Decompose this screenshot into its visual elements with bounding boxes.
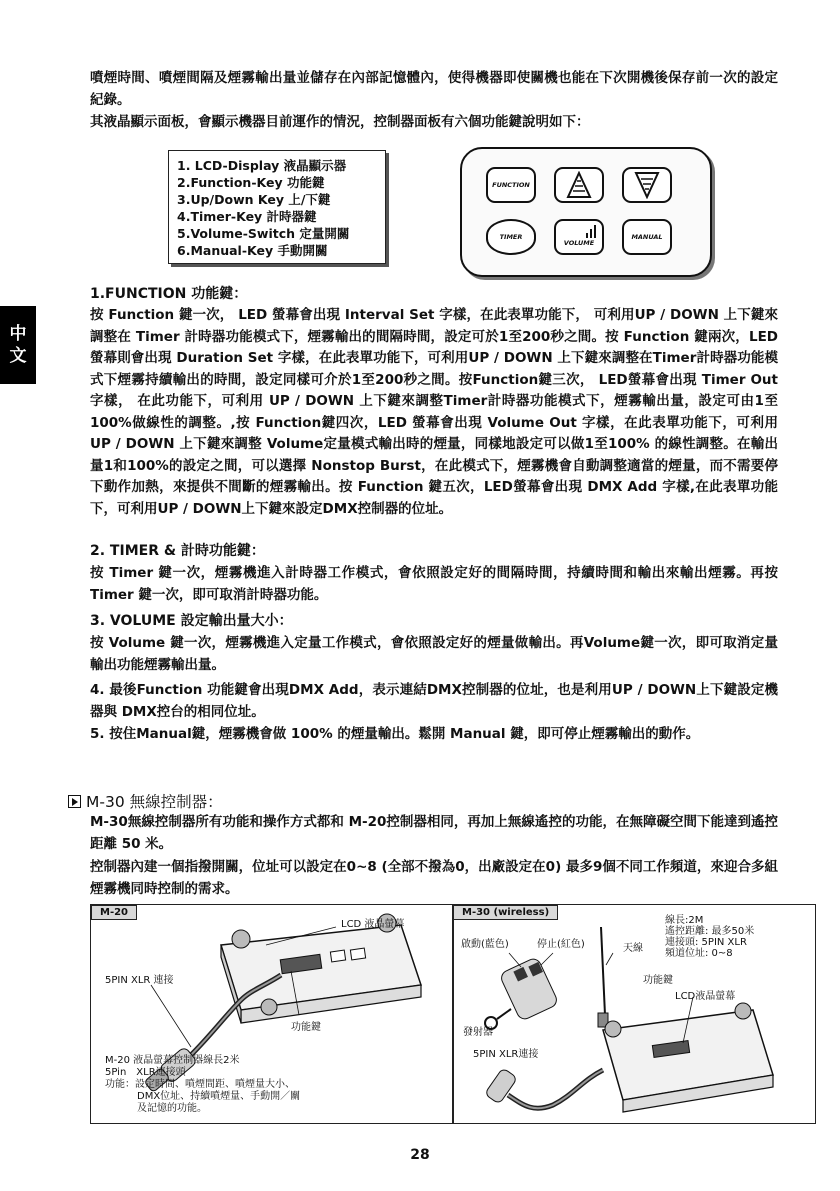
- down-key: [622, 167, 672, 203]
- m30-controller-drawing: [453, 905, 815, 1123]
- m30-spec-channel: 頻道位址: 0~8: [665, 948, 733, 959]
- section-1-body: 按 Function 鍵一次， LED 螢幕會出現 Interval Set 字樣，在此表單功能下， 可利用UP / DOWN 上下鍵來調整在 Timer 計時器功能模式下，煙霧輸出的間隔時間，設定可於1至200秒之間。按 Function 鍵兩次，LED 螢幕則會出現 Duration Set 字樣，在此表單功能下，可利用UP / DOWN 上下鍵來調整在Timer計時器功能模式下煙霧持續輸出的時間，設定同樣可介於1至200秒之間。按Function鍵三次， LED螢幕會出現 Timer Out 字樣， 在此功能下，可利用 UP / DOWN 上下鍵來調整Timer計時器功能模式下，煙霧輸出量，設定可由1至100%做線性的調整。,按 Function鍵四次，LED 螢幕會出現 Volume Out 字樣，在此表單功能下，可利用 UP / DOWN 上下鍵來調整 Volume定量模式輸出時的煙量，同樣地設定可以做1至100% 的線性調整。在輸出量1和100%的設定之間，可以選擇 Nonstop Burst，在此模式下，煙霧機會自動調整適當的煙量，而不需要停下動作加熱，來提供不間斷的煙霧輸出。按 Function 鍵五次，LED螢幕會出現 DMX Add 字樣,在此表單功能下，可利用UP / DOWN上下鍵來設定DMX控制器的位址。: [90, 307, 778, 517]
- m20-xlr-label: 5PIN XLR 連接: [105, 975, 174, 986]
- manual-key: [622, 219, 672, 255]
- m30-antenna-label: 天線: [623, 943, 643, 954]
- legend-item: 4.Timer-Key 計時器鍵: [177, 209, 317, 224]
- m20-function-key-label: 功能鍵: [291, 1022, 321, 1033]
- m20-note-5: 及記憶的功能。: [137, 1103, 207, 1114]
- legend-item: 2.Function-Key 功能鍵: [177, 175, 325, 190]
- function-key-label: FUNCTION: [492, 181, 530, 189]
- m30-spec-range: 遙控距離: 最多50米: [665, 926, 755, 937]
- m30-start-label: 啟動(藍色): [461, 939, 509, 950]
- timer-key: [486, 219, 536, 255]
- intro-paragraph-1: 噴煙時間、噴煙間隔及煙霧輸出量並儲存在內部記憶體內，使得機器即使關機也能在下次開機後保存前一次的設定紀錄。: [90, 70, 778, 108]
- side-tab-char-1: 中: [9, 324, 27, 344]
- up-key: [554, 167, 604, 203]
- legend-item: 1. LCD-Display 液晶顯示器: [177, 158, 347, 173]
- m30-figure-tag: M-30 (wireless): [453, 905, 558, 920]
- m20-note-3: 功能：設定時間、噴煙間距、噴煙量大小、: [105, 1079, 295, 1090]
- volume-key-label: VOLUME: [563, 239, 595, 247]
- down-arrow-icon: [634, 171, 660, 199]
- volume-bars-icon: [586, 224, 596, 238]
- m20-note-1: M-20 液晶螢幕控制器線長2米: [105, 1055, 240, 1066]
- control-panel-illustration: [460, 147, 712, 277]
- manual-key-label: MANUAL: [631, 233, 663, 241]
- m30-transmitter-label: 發射器: [463, 1027, 493, 1038]
- m30-spec-connector: 連接頭: 5PIN XLR: [665, 937, 747, 948]
- page-number: 28: [410, 1147, 430, 1163]
- section-1-title: 1.FUNCTION 功能鍵：: [90, 286, 248, 302]
- m30-figure: [452, 904, 816, 1124]
- section-2-title: 2. TIMER & 計時功能鍵：: [90, 543, 265, 559]
- section-5-body: 5. 按住Manual鍵，煙霧機會做 100% 的煙量輸出。鬆開 Manual 鍵，即可停止煙霧輸出的動作。: [90, 726, 700, 742]
- m30-section-title: [68, 790, 223, 812]
- m20-note-4: DMX位址、持續噴煙量、手動開／關: [137, 1091, 301, 1102]
- m30-function-key-label: 功能鍵: [643, 975, 673, 986]
- play-box-icon: [68, 795, 81, 808]
- m30-spec-cable-length: 線長:2M: [665, 915, 704, 926]
- legend-item: 6.Manual-Key 手動開關: [177, 243, 328, 258]
- language-side-tab: [0, 306, 36, 384]
- legend-item: 5.Volume-Switch 定量開關: [177, 226, 350, 241]
- m20-note-2: 5Pin XLR連接頭: [105, 1067, 186, 1078]
- m30-xlr-label: 5PIN XLR連接: [473, 1049, 539, 1060]
- up-arrow-icon: [566, 171, 592, 199]
- section-4-body: 4. 最後Function 功能鍵會出現DMX Add，表示連結DMX控制器的位址，也是利用UP / DOWN上下鍵設定機器與 DMX控台的相同位址。: [90, 682, 778, 720]
- section-2-body: 按 Timer 鍵一次，煙霧機進入計時器工作模式，會依照設定好的間隔時間，持續時間和輸出來輸出煙霧。再按 Timer 鍵一次，即可取消計時器功能。: [90, 565, 778, 603]
- m20-lcd-label: LCD 液晶螢幕: [341, 919, 405, 930]
- m30-stop-label: 停止(紅色): [537, 939, 585, 950]
- section-3-title: 3. VOLUME 設定輸出量大小：: [90, 613, 293, 629]
- section-3-body: 按 Volume 鍵一次，煙霧機進入定量工作模式，會依照設定好的煙量做輸出。再Volume鍵一次，即可取消定量輸出功能煙霧輸出量。: [90, 635, 778, 673]
- m30-paragraph-1: M-30無線控制器所有功能和操作方式都和 M-20控制器相同，再加上無線遙控的功能，在無障礙空間下能達到遙控距離 50 米。: [90, 814, 778, 852]
- m30-paragraph-2: 控制器內建一個指撥開關，位址可以設定在0~8 (全部不撥為0，出廠設定在0) 最多9個不同工作頻道，來迎合多組煙霧機同時控制的需求。: [90, 859, 778, 897]
- intro-paragraph-2: 其液晶顯示面板，會顯示機器目前運作的情況，控制器面板有六個功能鍵說明如下：: [90, 114, 590, 130]
- volume-key: [554, 219, 604, 255]
- m30-title-text: M-30 無線控制器：: [86, 793, 223, 811]
- side-tab-char-2: 文: [9, 346, 27, 366]
- key-legend-box: [168, 150, 386, 264]
- function-key: [486, 167, 536, 203]
- legend-item: 3.Up/Down Key 上/下鍵: [177, 192, 331, 207]
- m20-figure: [90, 904, 454, 1124]
- timer-key-label: TIMER: [499, 233, 523, 241]
- m20-figure-tag: M-20: [91, 905, 137, 920]
- m30-lcd-label: LCD液晶螢幕: [675, 991, 736, 1002]
